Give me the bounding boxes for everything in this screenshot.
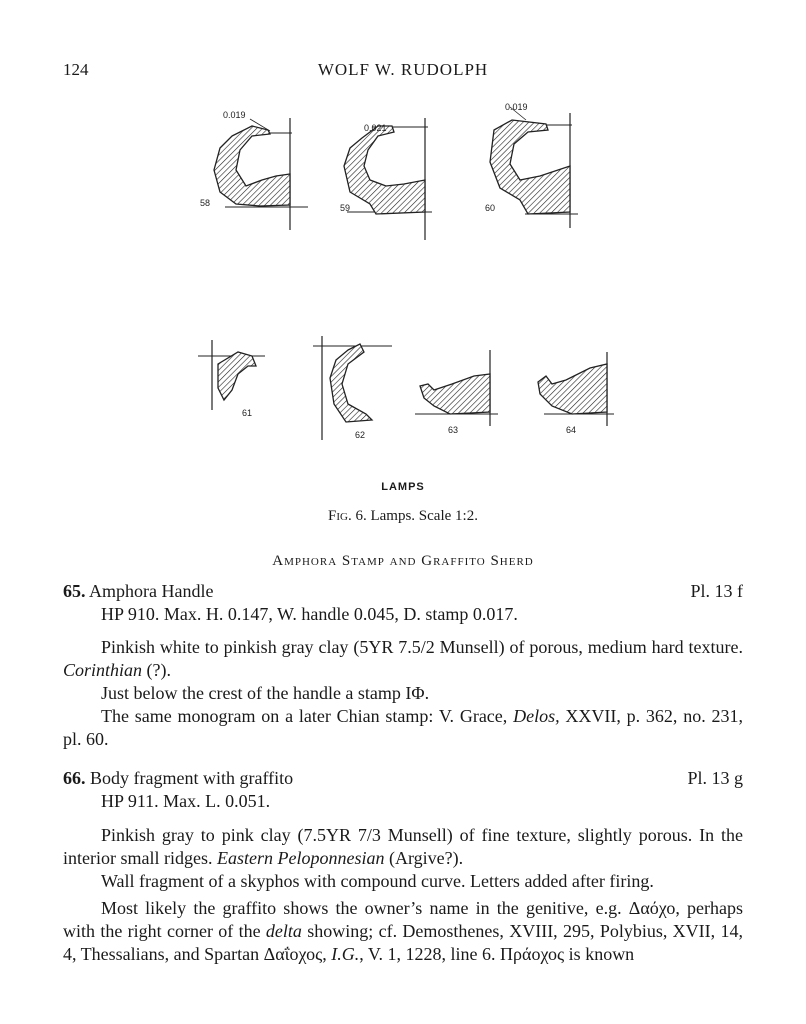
figure-caption — [0, 508, 806, 525]
entry-66-plate: Pl. 13 g — [687, 768, 743, 788]
entry-65-heading — [63, 581, 213, 602]
page-number: 124 — [63, 60, 89, 79]
entry-65-ref-title: Delos, — [513, 706, 560, 726]
entry-65-origin: Corinthian — [63, 660, 143, 680]
caption-text: Lamps. Scale 1:2. — [370, 508, 478, 524]
entry-66-delta: delta — [265, 921, 302, 941]
running-title: WOLF W. RUDOLPH — [317, 60, 489, 79]
profile-64 — [538, 352, 614, 426]
entry-66-title: Body fragment with graffito — [90, 768, 294, 788]
section-title: Amphora Stamp and Graffito Sherd — [272, 553, 534, 569]
entry-66-graffito — [63, 897, 743, 966]
lamp-profiles-figure — [0, 90, 806, 470]
profile-60 — [490, 107, 578, 228]
label-64: 64 — [566, 425, 577, 435]
label-61: 61 — [242, 408, 253, 418]
entry-66-heading — [63, 768, 293, 789]
caption-prefix: Fig. 6. — [328, 508, 367, 524]
profile-61 — [198, 340, 265, 410]
entry-66-description — [63, 824, 743, 870]
label-63: 63 — [448, 425, 459, 435]
profile-59 — [344, 118, 432, 240]
entry-65-clay: Pinkish white to pinkish gray clay (5YR 7.5/2 Munsell) of porous, medium hard texture. — [101, 637, 743, 657]
profile-62 — [313, 336, 392, 440]
entry-66-g-a: Most likely the graffito shows the owner’s name in the genitive, e.g. Δαόχο, perhaps with the right corner of the — [63, 898, 743, 941]
entry-66-ig: I.G. — [331, 944, 360, 964]
entry-66-clay: Pinkish gray to pink clay (7.5YR 7/3 Munsell) of fine texture, slightly porous. In the interior small ridges. — [63, 825, 743, 868]
dim-59: 0.021 — [364, 123, 387, 133]
profile-63 — [415, 350, 498, 426]
dim-60: 0.019 — [505, 102, 528, 112]
entry-65-reference — [63, 705, 743, 751]
entry-66-number: 66. — [63, 768, 86, 788]
entry-66-origin-q: (Argive?). — [384, 848, 464, 868]
entry-65-stamp: Just below the crest of the handle a stamp ΙΦ. — [101, 683, 430, 703]
entry-66-meta: HP 911. Max. L. 0.051. — [101, 791, 271, 811]
entry-65-number: 65. — [63, 581, 86, 601]
profile-58 — [214, 118, 308, 230]
entry-66-origin: Eastern Peloponnesian — [216, 848, 385, 868]
label-59: 59 — [340, 203, 351, 213]
entry-65-plate: Pl. 13 f — [690, 581, 743, 601]
figure-group-label: LAMPS — [381, 481, 425, 493]
label-62: 62 — [355, 430, 366, 440]
entry-66-g-c: , V. 1, 1228, line 6. Πράοχος is known — [359, 944, 635, 964]
entry-65-origin-q: (?). — [142, 660, 171, 680]
entry-65-title: Amphora Handle — [89, 581, 214, 601]
label-60: 60 — [485, 203, 496, 213]
entry-66-wall: Wall fragment of a skyphos with compound curve. Letters added after firing. — [101, 871, 654, 891]
entry-65-description — [63, 636, 743, 682]
label-58: 58 — [200, 198, 211, 208]
entry-66-g-b: showing; cf. Demosthenes, XVIII, 295, Polybius, XVII, 14, 4, Thessalians, and Spartan Δαΐοχος, — [63, 921, 743, 964]
entry-65-meta: HP 910. Max. H. 0.147, W. handle 0.045, D. stamp 0.017. — [101, 604, 518, 624]
entry-65-ref-a: The same monogram on a later Chian stamp: V. Grace, — [101, 706, 514, 726]
entry-65-ref-b: XXVII, p. 362, no. 231, pl. 60. — [63, 706, 743, 749]
dim-58: 0.019 — [223, 110, 246, 120]
